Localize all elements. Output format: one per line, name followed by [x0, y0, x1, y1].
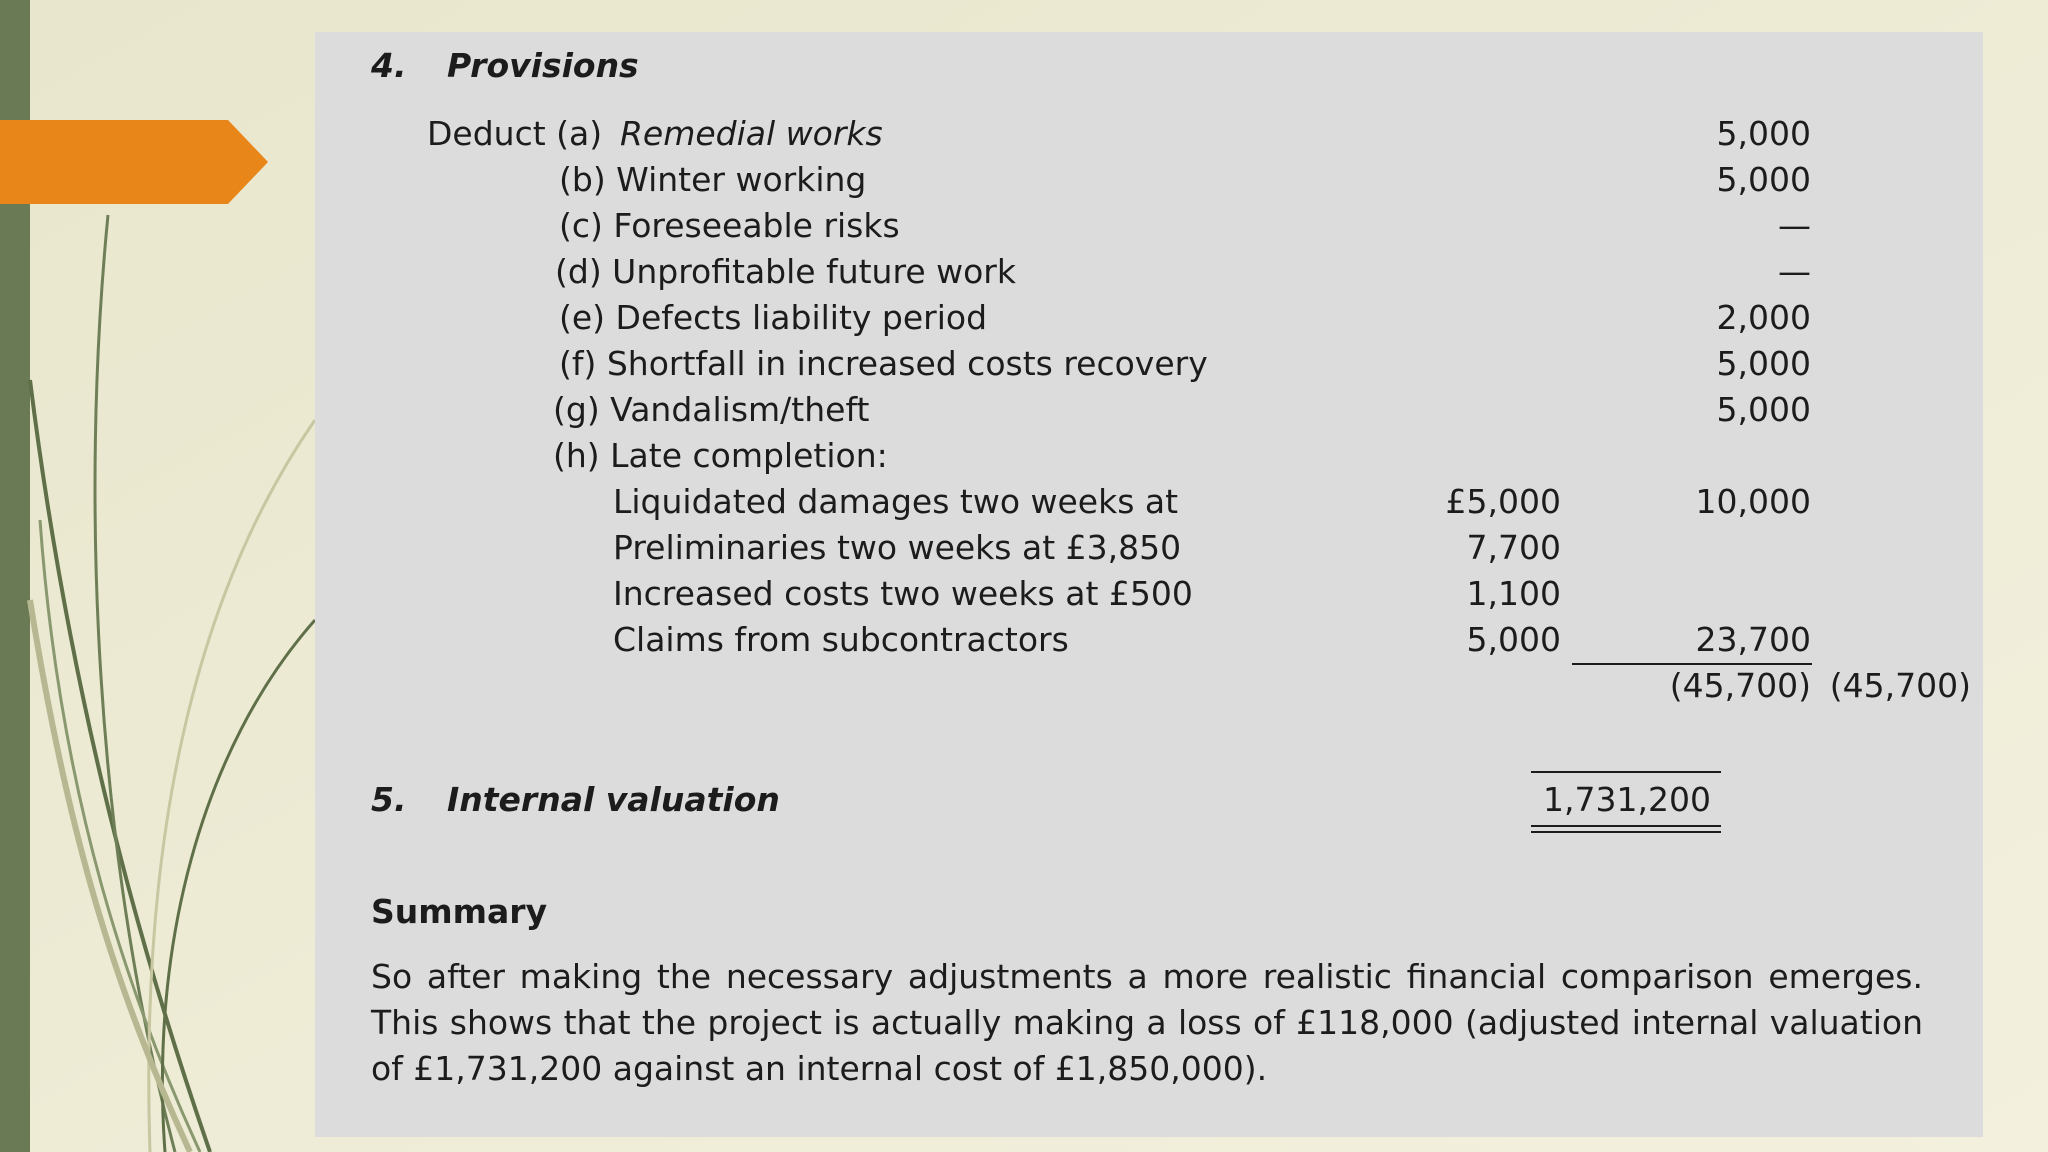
valuation-top-rule [1531, 771, 1721, 773]
provision-item-label: (g) Vandalism/theft [553, 390, 870, 429]
late-item-sub: 7,700 [1466, 528, 1561, 567]
late-item-sub: 1,100 [1466, 574, 1561, 613]
deduct-prefix: Deduct (a) [427, 114, 603, 153]
provision-item-label: (b) Winter working [559, 160, 867, 199]
late-completion-label: (h) Late completion: [553, 436, 888, 475]
provision-item-label: (d) Unprofitable future work [555, 252, 1016, 291]
valuation-double-rule-2 [1531, 831, 1721, 833]
section-4-number: 4. [371, 46, 407, 85]
summary-title: Summary [371, 892, 548, 931]
late-item-value: 10,000 [1695, 482, 1811, 521]
deduct-item: Remedial works [620, 114, 883, 153]
summary-paragraph: So after making the necessary adjustments a more realistic financial comparison emerges. This shows that the project is actually making a loss of £118,000 (adjusted internal valuation of £1,731,200 against an internal cost of £1,850,000). [371, 957, 1923, 1088]
section-4-title: Provisions [447, 46, 639, 85]
provisions-total: (45,700) [1669, 666, 1811, 705]
subtotal-rule [1572, 663, 1812, 665]
provision-item-label: (e) Defects liability period [559, 298, 988, 337]
content-panel [315, 32, 1983, 1137]
late-item-label: Increased costs two weeks at £500 [613, 574, 1193, 613]
valuation-double-rule-1 [1531, 825, 1721, 827]
internal-valuation-value: 1,731,200 [1543, 780, 1711, 819]
provisions-total-carried: (45,700) [1829, 666, 1971, 705]
late-item-label: Liquidated damages two weeks at [613, 482, 1179, 521]
section-5-title: Internal valuation [447, 780, 780, 819]
provision-item-value: 5,000 [1716, 344, 1811, 383]
orange-arrow-shape [0, 120, 268, 204]
late-item-sub: £5,000 [1445, 482, 1561, 521]
provision-item-label: (f) Shortfall in increased costs recovery [559, 344, 1208, 383]
late-item-value: 23,700 [1695, 620, 1811, 659]
provision-item-value: — [1778, 206, 1811, 245]
late-item-label: Preliminaries two weeks at £3,850 [613, 528, 1182, 567]
deduct-value: 5,000 [1716, 114, 1811, 153]
provision-item-value: 5,000 [1716, 390, 1811, 429]
provision-item-label: (c) Foreseeable risks [559, 206, 900, 245]
section-5-number: 5. [371, 780, 407, 819]
late-item-label: Claims from subcontractors [613, 620, 1069, 659]
provision-item-value: — [1778, 252, 1811, 291]
provision-item-value: 2,000 [1716, 298, 1811, 337]
late-item-sub: 5,000 [1466, 620, 1561, 659]
provision-item-value: 5,000 [1716, 160, 1811, 199]
